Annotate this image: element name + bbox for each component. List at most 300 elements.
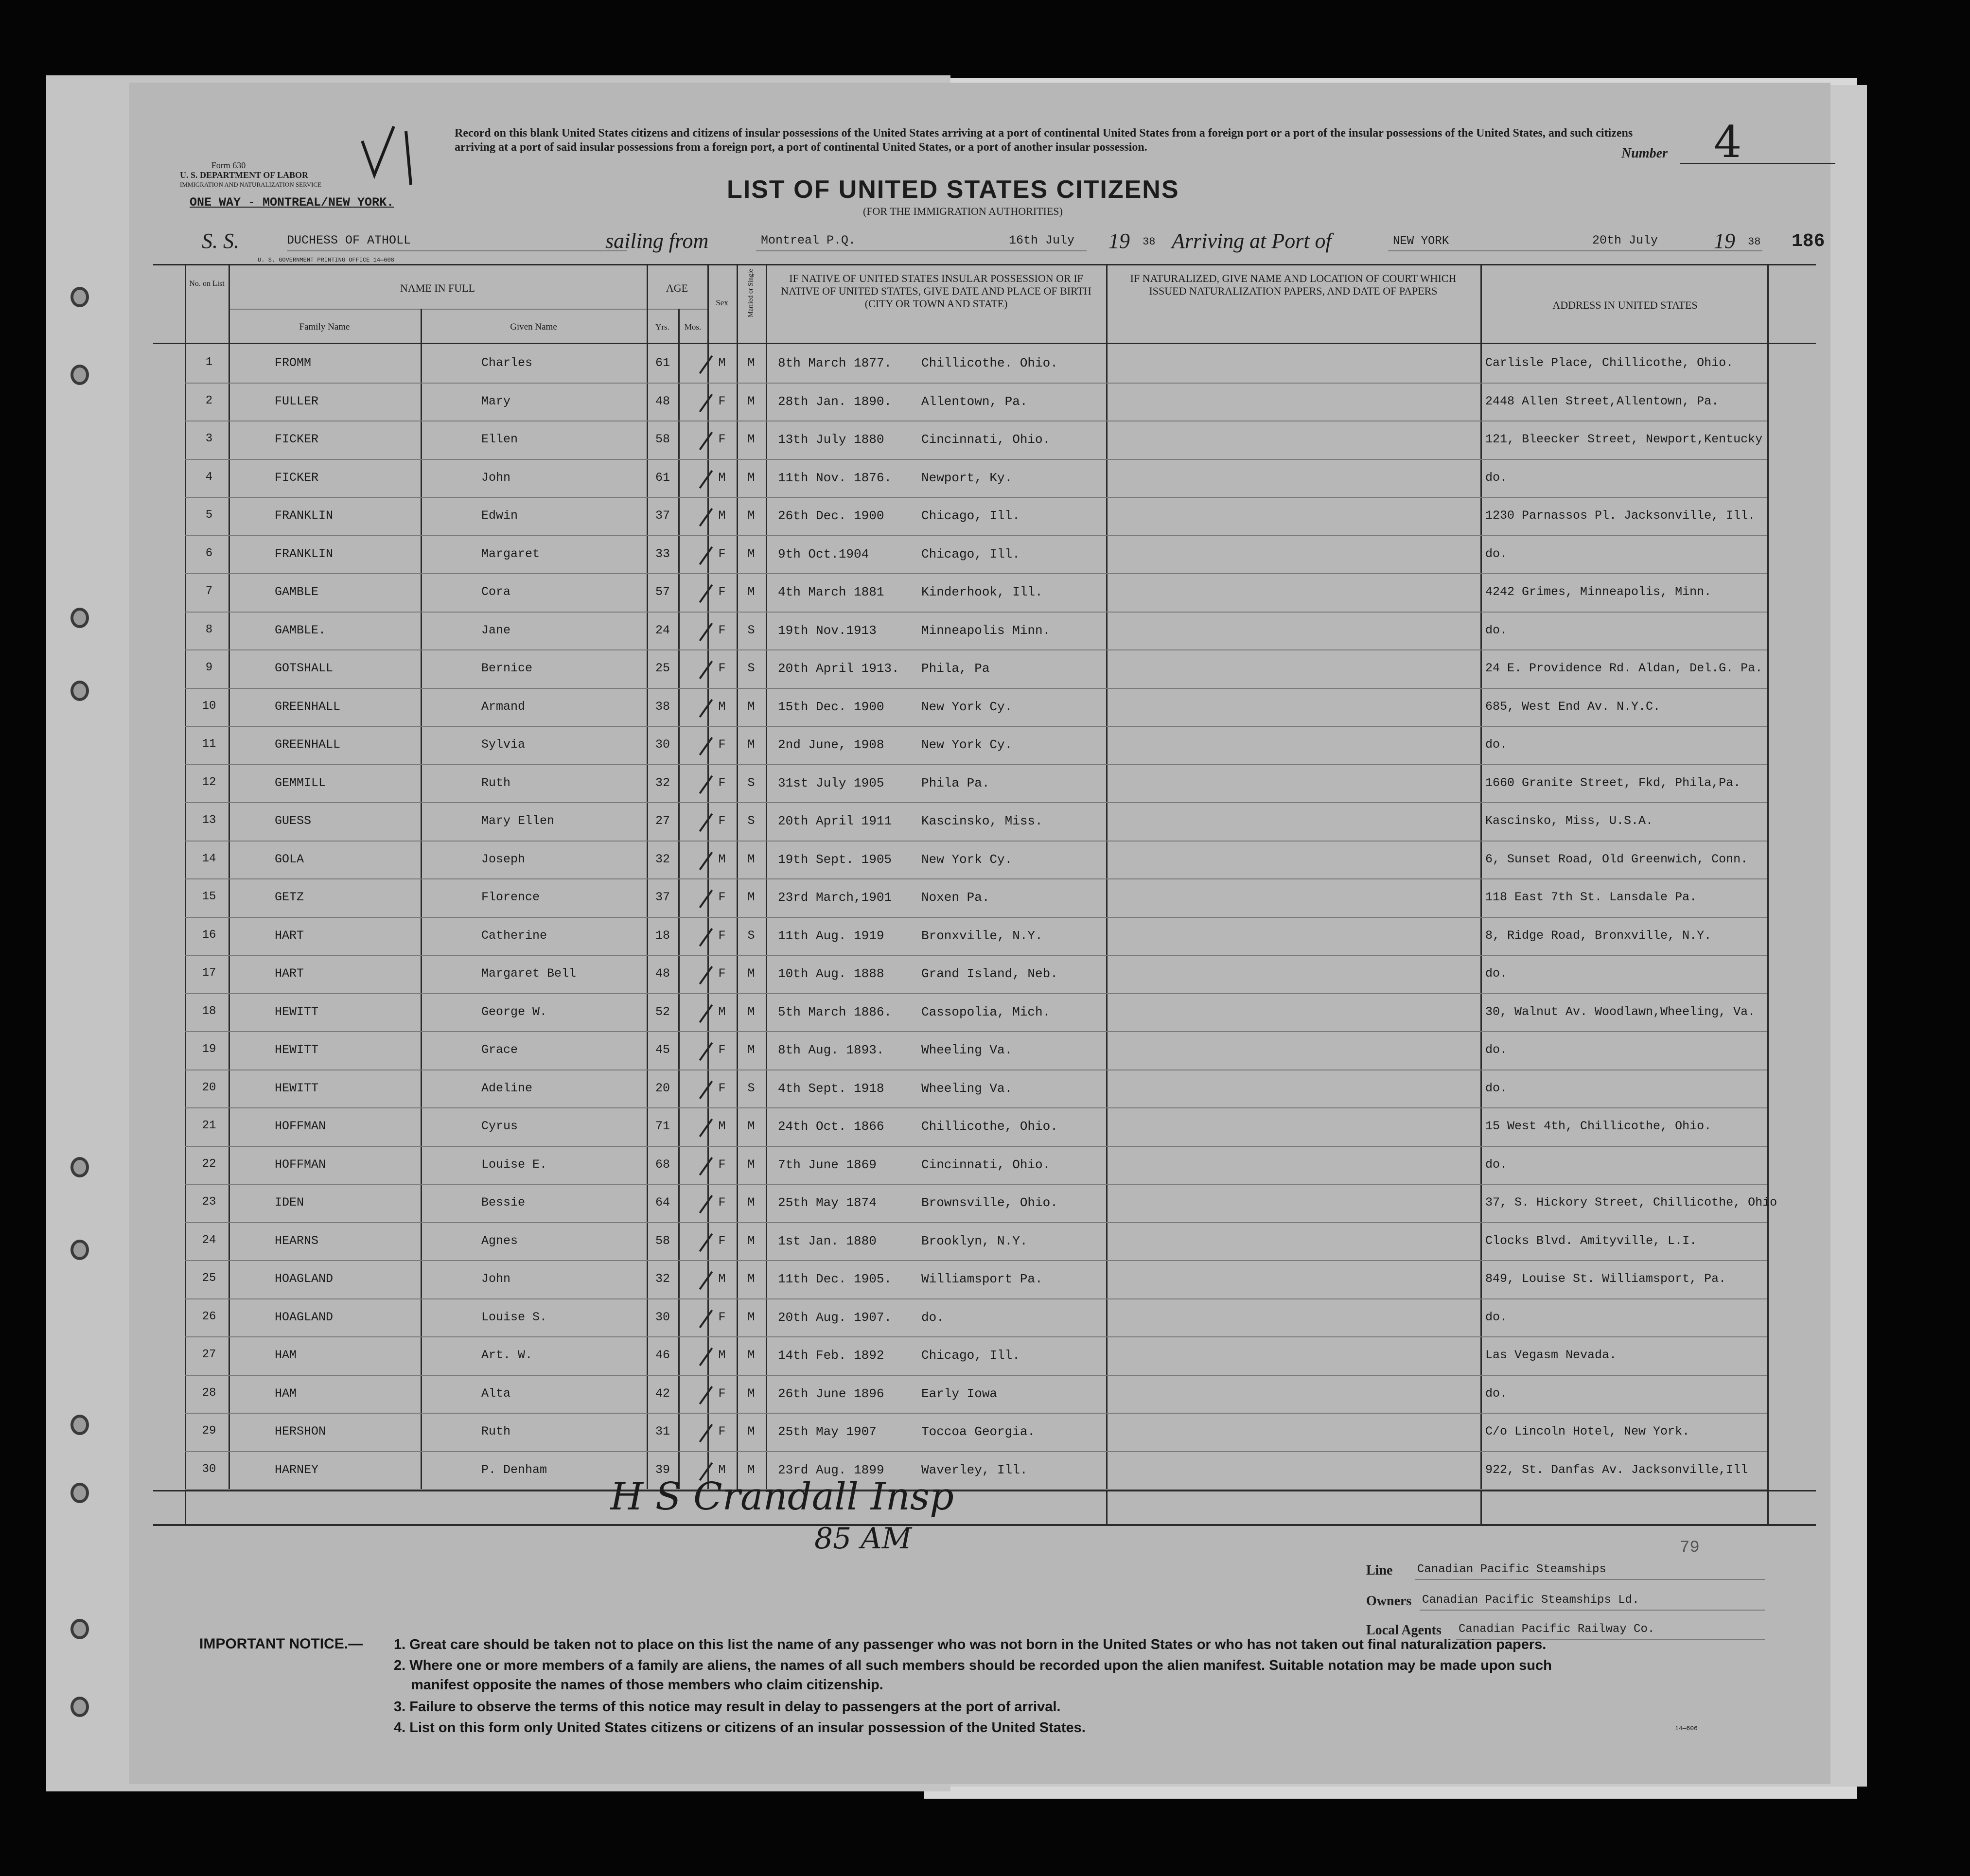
- cell-no: 15: [202, 890, 216, 903]
- cell-ms: S: [747, 814, 755, 828]
- form-id-block: [180, 160, 322, 190]
- cell-family: HART: [275, 966, 304, 981]
- cell-age: 20: [655, 1081, 670, 1095]
- page-stamp: 186: [1792, 231, 1825, 252]
- cell-ms: S: [747, 1081, 755, 1095]
- cell-ms: M: [747, 966, 755, 981]
- table-row: [129, 1223, 1830, 1262]
- cell-given: Jane: [481, 623, 511, 637]
- cell-place: Early Iowa: [921, 1386, 998, 1401]
- ss-label: S. S.: [202, 229, 239, 253]
- cell-no: 23: [202, 1195, 216, 1209]
- cell-ms: M: [747, 852, 755, 866]
- cell-family: HERSHON: [275, 1424, 326, 1438]
- table-row: [129, 879, 1830, 918]
- cell-family: GREENHALL: [275, 699, 341, 714]
- cell-place: Brownsville, Ohio.: [921, 1195, 1058, 1210]
- cell-place: Chicago, Ill.: [921, 508, 1020, 523]
- cell-family: GOLA: [275, 852, 304, 866]
- printer-note: U. S. GOVERNMENT PRINTING OFFICE 14—608: [258, 257, 394, 263]
- cell-ms: M: [747, 356, 755, 370]
- notice-item-1: 1. Great care should be taken not to place on this list the name of any passenger who was not born in the United States or who has not taken out final naturalization papers.: [394, 1637, 1547, 1652]
- cell-given: Charles: [481, 356, 533, 370]
- cell-given: Joseph: [481, 852, 526, 866]
- cell-age: 57: [655, 585, 670, 599]
- cell-no: 14: [202, 852, 216, 865]
- binding-hole: [70, 1240, 89, 1260]
- table-row: [129, 994, 1830, 1033]
- cell-ms: M: [747, 1272, 755, 1286]
- cell-address: 6, Sunset Road, Old Greenwich, Conn.: [1485, 852, 1748, 866]
- cell-place: Cincinnati, Ohio.: [921, 432, 1051, 447]
- cell-date: 9th Oct.1904: [778, 546, 869, 561]
- sailing-year: 38: [1143, 236, 1156, 248]
- cell-date: 15th Dec. 1900: [778, 699, 884, 714]
- cell-age: 32: [655, 852, 670, 866]
- cell-place: Chicago, Ill.: [921, 546, 1020, 561]
- cell-no: 1: [205, 356, 213, 369]
- cell-family: GAMBLE: [275, 585, 319, 599]
- cell-date: 10th Aug. 1888: [778, 966, 884, 981]
- cell-family: GEMMILL: [275, 775, 326, 790]
- cell-no: 3: [205, 432, 213, 445]
- cell-address: 30, Walnut Av. Woodlawn,Wheeling, Va.: [1485, 1004, 1756, 1019]
- cell-address: 37, S. Hickory Street, Chillicothe, Ohio: [1485, 1195, 1777, 1210]
- cell-address: do.: [1485, 1043, 1508, 1057]
- cell-place: Phila Pa.: [921, 775, 990, 790]
- table-top-rule: [153, 264, 1816, 265]
- cell-no: 4: [205, 470, 213, 484]
- cell-no: 12: [202, 775, 216, 789]
- cell-address: do.: [1485, 623, 1508, 637]
- cell-sex: M: [718, 508, 726, 523]
- cell-place: Williamsport Pa.: [921, 1272, 1043, 1286]
- cell-address: do.: [1485, 1081, 1508, 1095]
- cell-sex: F: [718, 775, 726, 790]
- agents-value: Canadian Pacific Railway Co.: [1459, 1623, 1655, 1636]
- number-underline: [1680, 163, 1835, 164]
- cell-date: 8th Aug. 1893.: [778, 1043, 884, 1057]
- cell-date: 28th Jan. 1890.: [778, 394, 892, 409]
- cell-ms: M: [747, 890, 755, 904]
- binding-hole: [70, 1415, 89, 1435]
- binding-hole: [70, 1157, 89, 1177]
- table-row: [129, 384, 1830, 422]
- cell-sex: M: [718, 1119, 726, 1133]
- header-address: ADDRESS IN UNITED STATES: [1552, 299, 1698, 311]
- signature-text-2: 85 AM: [814, 1522, 912, 1553]
- cell-no: 19: [202, 1043, 216, 1056]
- cell-date: 2nd June, 1908: [778, 737, 884, 752]
- cell-family: GAMBLE.: [275, 623, 326, 637]
- cell-age: 46: [655, 1348, 670, 1362]
- cell-no: 20: [202, 1081, 216, 1094]
- table-row: [129, 574, 1830, 613]
- cell-given: Edwin: [481, 508, 518, 523]
- cell-ms: M: [747, 470, 755, 485]
- arrival-year-prefix: 19: [1714, 229, 1735, 253]
- table-row: [129, 1376, 1830, 1414]
- notice-item-3: 3. Failure to observe the terms of this notice may result in delay to passengers at the port of arrival.: [394, 1699, 1061, 1715]
- table-row: [129, 1108, 1830, 1147]
- cell-sex: F: [718, 1157, 726, 1172]
- table-row: [129, 803, 1830, 842]
- cell-address: 685, West End Av. N.Y.C.: [1485, 699, 1661, 714]
- table-row: [129, 536, 1830, 575]
- cell-no: 24: [202, 1233, 216, 1247]
- cell-address: do.: [1485, 470, 1508, 485]
- table-row: [129, 1261, 1830, 1299]
- cell-given: Bernice: [481, 661, 533, 675]
- cell-no: 9: [205, 661, 213, 674]
- cell-date: 7th June 1869: [778, 1157, 877, 1172]
- header-age: AGE: [666, 282, 688, 294]
- cell-no: 7: [205, 585, 213, 598]
- header-naturalized: IF NATURALIZED, GIVE NAME AND LOCATION OF COURT WHICH ISSUED NATURALIZATION PAPERS, AND DATE OF PAPERS: [1130, 272, 1457, 297]
- sailing-year-prefix: 19: [1108, 229, 1130, 253]
- table-row: [129, 689, 1830, 727]
- cell-date: 26th June 1896: [778, 1386, 884, 1401]
- table-bottom-rule: [153, 1490, 1816, 1491]
- cell-sex: M: [718, 1004, 726, 1019]
- cell-sex: F: [718, 737, 726, 752]
- cell-place: Phila, Pa: [921, 661, 990, 676]
- cell-address: 8, Ridge Road, Bronxville, N.Y.: [1485, 928, 1712, 943]
- cell-date: 8th March 1877.: [778, 356, 892, 370]
- cell-age: 61: [655, 470, 670, 485]
- cell-address: do.: [1485, 1386, 1508, 1401]
- cell-ms: S: [747, 928, 755, 943]
- table-row: [129, 1032, 1830, 1070]
- header-name-in-full: NAME IN FULL: [400, 282, 475, 294]
- cell-given: Sylvia: [481, 737, 526, 752]
- notice-title: IMPORTANT NOTICE.—: [199, 1636, 363, 1652]
- cell-age: 32: [655, 1272, 670, 1286]
- cell-given: Agnes: [481, 1233, 518, 1248]
- cell-date: 4th March 1881: [778, 585, 884, 599]
- cell-date: 19th Nov.1913: [778, 623, 877, 638]
- owners-underline: [1420, 1610, 1765, 1611]
- cell-ms: S: [747, 775, 755, 790]
- cell-age: 52: [655, 1004, 670, 1019]
- age-subheader-rule: [647, 309, 707, 310]
- cell-given: Ellen: [481, 432, 518, 446]
- cell-date: 1st Jan. 1880: [778, 1233, 877, 1248]
- cell-no: 10: [202, 699, 216, 713]
- cell-address: 121, Bleecker Street, Newport,Kentucky: [1485, 432, 1763, 446]
- cell-age: 42: [655, 1386, 670, 1401]
- cell-ms: M: [747, 1348, 755, 1362]
- header-mos: Mos.: [684, 322, 702, 332]
- cell-age: 30: [655, 1310, 670, 1324]
- cell-address: 24 E. Providence Rd. Aldan, Del.G. Pa.: [1485, 661, 1763, 675]
- binding-hole: [70, 365, 89, 385]
- arrival-date: 20th July: [1592, 233, 1658, 247]
- cell-given: Adeline: [481, 1081, 533, 1095]
- cell-date: 11th Aug. 1919: [778, 928, 884, 943]
- cell-sex: F: [718, 546, 726, 561]
- cell-sex: M: [718, 1462, 726, 1477]
- cell-ms: M: [747, 546, 755, 561]
- binding-hole: [70, 681, 89, 701]
- table-row: [129, 842, 1830, 880]
- owners-label: Owners: [1366, 1594, 1412, 1609]
- cell-sex: F: [718, 1386, 726, 1401]
- cell-family: FRANKLIN: [275, 508, 334, 523]
- cell-sex: M: [718, 1348, 726, 1362]
- cell-sex: M: [718, 356, 726, 370]
- cell-family: GOTSHALL: [275, 661, 334, 675]
- department-name: U. S. DEPARTMENT OF LABOR: [180, 170, 309, 180]
- cell-address: Las Vegasm Nevada.: [1485, 1348, 1617, 1362]
- cell-given: Art. W.: [481, 1348, 533, 1362]
- cell-place: New York Cy.: [921, 852, 1013, 867]
- cell-sex: M: [718, 699, 726, 714]
- cell-place: Cincinnati, Ohio.: [921, 1157, 1051, 1172]
- cell-place: Brooklyn, N.Y.: [921, 1233, 1028, 1248]
- cell-address: Kascinsko, Miss, U.S.A.: [1485, 814, 1653, 828]
- cell-ms: M: [747, 432, 755, 446]
- cell-given: Margaret Bell: [481, 966, 577, 981]
- agents-label: Local Agents: [1366, 1623, 1442, 1638]
- cell-family: HEWITT: [275, 1004, 319, 1019]
- cell-no: 30: [202, 1462, 216, 1476]
- cell-place: Minneapolis Minn.: [921, 623, 1051, 638]
- ship-underline: [287, 250, 627, 251]
- cell-address: 1660 Granite Street, Fkd, Phila,Pa.: [1485, 775, 1741, 790]
- cell-ms: S: [747, 623, 755, 637]
- cell-ms: M: [747, 1195, 755, 1210]
- cell-family: HOFFMAN: [275, 1157, 326, 1172]
- cell-address: 2448 Allen Street,Allentown, Pa.: [1485, 394, 1719, 408]
- cell-place: New York Cy.: [921, 737, 1013, 752]
- cell-given: Grace: [481, 1043, 518, 1057]
- cell-given: George W.: [481, 1004, 547, 1019]
- cell-date: 13th July 1880: [778, 432, 884, 447]
- cell-family: FULLER: [275, 394, 319, 408]
- cell-given: Mary: [481, 394, 511, 408]
- cell-age: 25: [655, 661, 670, 675]
- cell-place: Kascinsko, Miss.: [921, 814, 1043, 828]
- check-mark-stamp: [352, 112, 440, 209]
- cell-address: C/o Lincoln Hotel, New York.: [1485, 1424, 1690, 1438]
- cell-ms: M: [747, 1462, 755, 1477]
- cell-sex: M: [718, 852, 726, 866]
- cell-given: Armand: [481, 699, 526, 714]
- table-row: [129, 345, 1830, 384]
- cell-age: 33: [655, 546, 670, 561]
- cell-place: Kinderhook, Ill.: [921, 585, 1043, 599]
- cell-age: 32: [655, 775, 670, 790]
- table-row: [129, 421, 1830, 460]
- table-row: [129, 613, 1830, 651]
- cell-ms: M: [747, 585, 755, 599]
- cell-family: IDEN: [275, 1195, 304, 1210]
- cell-date: 20th Aug. 1907.: [778, 1310, 892, 1325]
- cell-no: 22: [202, 1157, 216, 1171]
- table-row: [129, 1337, 1830, 1376]
- cell-place: Newport, Ky.: [921, 470, 1013, 485]
- inspector-signature: [610, 1475, 960, 1553]
- arrival-underline: [1388, 250, 1762, 251]
- binding-hole: [70, 1619, 89, 1639]
- cell-age: 45: [655, 1043, 670, 1057]
- cell-sex: F: [718, 1195, 726, 1210]
- binding-hole: [70, 1483, 89, 1503]
- cell-ms: M: [747, 1157, 755, 1172]
- cell-given: Louise S.: [481, 1310, 547, 1324]
- cell-family: HAM: [275, 1386, 297, 1401]
- notice-item-4: 4. List on this form only United States citizens or citizens of an insular possession of the United States.: [394, 1720, 1086, 1736]
- cell-place: New York Cy.: [921, 699, 1013, 714]
- cell-address: do.: [1485, 546, 1508, 561]
- cell-date: 23rd Aug. 1899: [778, 1462, 884, 1477]
- cell-no: 28: [202, 1386, 216, 1400]
- cell-given: Florence: [481, 890, 540, 904]
- cell-sex: M: [718, 470, 726, 485]
- cell-age: 61: [655, 356, 670, 370]
- cell-no: 18: [202, 1004, 216, 1018]
- cell-ms: S: [747, 661, 755, 675]
- cell-family: FRANKLIN: [275, 546, 334, 561]
- cell-age: 38: [655, 699, 670, 714]
- line-label: Line: [1366, 1563, 1393, 1578]
- cell-family: HART: [275, 928, 304, 943]
- header-sex: Sex: [716, 298, 728, 307]
- route-stamp: ONE WAY - MONTREAL/NEW YORK.: [190, 195, 394, 210]
- binding-hole: [70, 608, 89, 628]
- name-subheader-rule: [229, 309, 647, 310]
- cell-no: 21: [202, 1119, 216, 1132]
- cell-place: Wheeling Va.: [921, 1043, 1013, 1057]
- cell-age: 37: [655, 890, 670, 904]
- table-row: [129, 1452, 1830, 1490]
- cell-family: HEWITT: [275, 1081, 319, 1095]
- notice-item-2b: manifest opposite the names of those members who claim citizenship.: [411, 1677, 883, 1693]
- cell-given: Margaret: [481, 546, 540, 561]
- manifest-sheet: [129, 83, 1830, 1784]
- table-row: [129, 1070, 1830, 1109]
- cell-date: 31st July 1905: [778, 775, 884, 790]
- table-row: [129, 1147, 1830, 1185]
- cell-given: Ruth: [481, 1424, 511, 1438]
- cell-age: 64: [655, 1195, 670, 1210]
- cell-given: John: [481, 1272, 511, 1286]
- cell-age: 27: [655, 814, 670, 828]
- cell-given: Louise E.: [481, 1157, 547, 1172]
- cell-given: Mary Ellen: [481, 814, 555, 828]
- cell-date: 19th Sept. 1905: [778, 852, 892, 867]
- form-number: Form 630: [211, 160, 246, 170]
- cell-ms: M: [747, 508, 755, 523]
- cell-family: GETZ: [275, 890, 304, 904]
- ship-name: DUCHESS OF ATHOLL: [287, 233, 411, 247]
- cell-age: 58: [655, 432, 670, 446]
- cell-age: 18: [655, 928, 670, 943]
- cell-age: 37: [655, 508, 670, 523]
- header-family-name: Family Name: [299, 322, 350, 332]
- cell-sex: F: [718, 966, 726, 981]
- cell-sex: F: [718, 623, 726, 637]
- cell-sex: F: [718, 1233, 726, 1248]
- cell-place: Noxen Pa.: [921, 890, 990, 905]
- cell-date: 25th May 1907: [778, 1424, 877, 1439]
- cell-no: 25: [202, 1272, 216, 1285]
- cell-place: Grand Island, Neb.: [921, 966, 1058, 981]
- cell-date: 20th April 1913.: [778, 661, 899, 676]
- cell-ms: M: [747, 1043, 755, 1057]
- binding-hole: [70, 1697, 89, 1717]
- cell-family: FICKER: [275, 432, 319, 446]
- sailing-from: Montreal P.Q.: [761, 233, 856, 247]
- cell-no: 5: [205, 508, 213, 522]
- cell-sex: F: [718, 1424, 726, 1438]
- arrival-year: 38: [1748, 236, 1761, 248]
- header-given-name: Given Name: [510, 322, 557, 332]
- cell-family: HOAGLAND: [275, 1272, 334, 1286]
- table-row: [129, 1185, 1830, 1223]
- cell-age: 31: [655, 1424, 670, 1438]
- table-row: [129, 765, 1830, 804]
- signature-text: H S Crandall Insp: [610, 1475, 954, 1519]
- header-birth: IF NATIVE OF UNITED STATES INSULAR POSSESSION OR IF NATIVE OF UNITED STATES, GIVE DATE AND PLACE OF BIRTH (CITY OR TOWN AND STATE): [781, 272, 1091, 310]
- cell-family: HOAGLAND: [275, 1310, 334, 1324]
- cell-given: Cyrus: [481, 1119, 518, 1133]
- cell-sex: M: [718, 1272, 726, 1286]
- cell-age: 24: [655, 623, 670, 637]
- cell-family: HOFFMAN: [275, 1119, 326, 1133]
- cell-sex: F: [718, 394, 726, 408]
- cell-age: 58: [655, 1233, 670, 1248]
- cell-place: Waverley, Ill.: [921, 1462, 1028, 1477]
- cell-date: 24th Oct. 1866: [778, 1119, 884, 1134]
- header-yrs: Yrs.: [655, 322, 669, 332]
- cell-date: 11th Dec. 1905.: [778, 1272, 892, 1286]
- cell-sex: F: [718, 1043, 726, 1057]
- cell-address: do.: [1485, 966, 1508, 981]
- cell-sex: F: [718, 1310, 726, 1324]
- cell-family: HAM: [275, 1348, 297, 1362]
- cell-place: Chillicothe. Ohio.: [921, 356, 1058, 370]
- line-underline: [1415, 1579, 1765, 1580]
- cell-no: 16: [202, 928, 216, 942]
- cell-family: FICKER: [275, 470, 319, 485]
- cell-given: Catherine: [481, 928, 547, 943]
- cell-given: Alta: [481, 1386, 511, 1401]
- number-value: 4: [1714, 117, 1742, 168]
- cell-no: 2: [205, 394, 213, 407]
- cell-address: 1230 Parnassos Pl. Jacksonville, Ill.: [1485, 508, 1756, 523]
- cell-no: 8: [205, 623, 213, 636]
- sailing-date: 16th July: [1009, 233, 1075, 247]
- cell-place: Cassopolia, Mich.: [921, 1004, 1051, 1019]
- cell-family: FROMM: [275, 356, 312, 370]
- form-instructions: Record on this blank United States citizens and citizens of insular possessions of the United States arriving at a port of continental United States from a foreign port or a port of the insular possessions of the United States, and such citizens arriving at a port of said insular possessions from a foreign port, a port of continental United States, or a port of another insular possession.: [455, 127, 1633, 154]
- cell-place: Chicago, Ill.: [921, 1348, 1020, 1363]
- cell-date: 26th Dec. 1900: [778, 508, 884, 523]
- arrival-port: NEW YORK: [1393, 235, 1449, 248]
- table-row: [129, 918, 1830, 956]
- cell-ms: M: [747, 1310, 755, 1324]
- table-row: [129, 460, 1830, 498]
- cell-ms: M: [747, 394, 755, 408]
- cell-sex: F: [718, 585, 726, 599]
- cell-sex: F: [718, 814, 726, 828]
- cell-place: Toccoa Georgia.: [921, 1424, 1036, 1439]
- cell-sex: F: [718, 928, 726, 943]
- table-row: [129, 1299, 1830, 1338]
- cell-sex: F: [718, 890, 726, 904]
